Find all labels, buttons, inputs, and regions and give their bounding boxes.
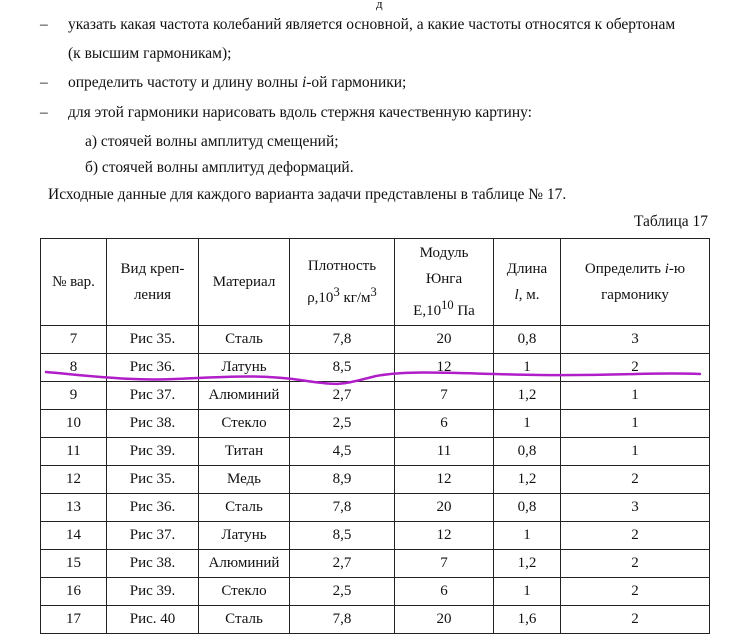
cell-mount: Рис 37. [107,522,199,550]
cell-modulus: 7 [395,550,494,578]
cell-length: 0,8 [494,326,561,354]
table-row [41,550,710,578]
cell-variant: 12 [41,466,107,494]
list-item-text: для этой гармоники нарисовать вдоль стержня качественную картину: [68,104,532,121]
bullet-dash: – [40,16,48,33]
cell-length: 1,2 [494,382,561,410]
data-table [40,238,710,634]
cell-variant: 8 [41,354,107,382]
sub-item-a: а) стоячей волны амплитуд смещений; [85,133,339,150]
cell-modulus: 6 [395,410,494,438]
cell-harmonic: 1 [561,438,710,466]
cell-modulus: 12 [395,466,494,494]
cell-density: 4,5 [290,438,395,466]
table-row [41,466,710,494]
cell-mount: Рис 37. [107,382,199,410]
cell-density: 8,9 [290,466,395,494]
cell-density: 2,5 [290,410,395,438]
bullet-dash: – [40,74,48,91]
cell-harmonic: 1 [561,410,710,438]
cell-harmonic: 1 [561,382,710,410]
cell-mount: Рис 36. [107,494,199,522]
cell-material: Сталь [199,326,290,354]
cell-variant: 14 [41,522,107,550]
cell-density: 7,8 [290,326,395,354]
header-length: Длина l, м. [494,239,561,326]
cell-length: 1,2 [494,550,561,578]
cell-length: 1 [494,522,561,550]
cell-variant: 9 [41,382,107,410]
table-row [41,578,710,606]
cell-harmonic: 3 [561,494,710,522]
cell-modulus: 7 [395,382,494,410]
list-item-text: (к высшим гармоникам); [68,45,232,62]
cell-mount: Рис 39. [107,438,199,466]
cell-variant: 11 [41,438,107,466]
cell-material: Латунь [199,354,290,382]
table-row [41,382,710,410]
cell-material: Стекло [199,578,290,606]
cell-harmonic: 2 [561,466,710,494]
cell-modulus: 12 [395,522,494,550]
cell-density: 8,5 [290,354,395,382]
bullet-dash: – [40,104,48,121]
cell-material: Медь [199,466,290,494]
cell-length: 0,8 [494,494,561,522]
cell-modulus: 20 [395,606,494,634]
cell-mount: Рис 38. [107,550,199,578]
cell-modulus: 20 [395,494,494,522]
header-mount: Вид креп- ления [107,239,199,326]
cell-density: 8,5 [290,522,395,550]
header-modulus: Модуль Юнга $E,10^{10}$ Па [395,239,494,326]
cell-length: 1 [494,410,561,438]
cell-density: 2,7 [290,382,395,410]
cell-variant: 13 [41,494,107,522]
cell-mount: Рис. 40 [107,606,199,634]
cell-variant: 15 [41,550,107,578]
table-row [41,438,710,466]
table-row [41,326,710,354]
cell-harmonic: 2 [561,354,710,382]
table-row [41,606,710,634]
table-header-row [41,239,710,326]
cell-length: 1 [494,578,561,606]
cell-material: Сталь [199,494,290,522]
cell-density: 2,5 [290,578,395,606]
cell-variant: 7 [41,326,107,354]
cell-length: 0,8 [494,438,561,466]
table-row [41,354,710,382]
cell-density: 7,8 [290,494,395,522]
cell-length: 1,2 [494,466,561,494]
cell-material: Титан [199,438,290,466]
header-variant: № вар. [41,239,107,326]
cell-length: 1,6 [494,606,561,634]
cell-mount: Рис 39. [107,578,199,606]
sub-item-b: б) стоячей волны амплитуд деформаций. [85,159,354,176]
cell-variant: 16 [41,578,107,606]
cell-density: 7,8 [290,606,395,634]
header-harmonic: Определить i-ю гармонику [561,239,710,326]
list-item-text: указать какая частота колебаний является основной, а какие частоты относятся к обертонам [68,16,676,33]
cell-material: Алюминий [199,382,290,410]
cell-length: 1 [494,354,561,382]
intro-paragraph: Исходные данные для каждого варианта задачи представлены в таблице № 17. [48,186,567,203]
cell-mount: Рис 36. [107,354,199,382]
cell-material: Сталь [199,606,290,634]
cell-modulus: 6 [395,578,494,606]
cell-modulus: 11 [395,438,494,466]
cell-material: Алюминий [199,550,290,578]
cell-modulus: 12 [395,354,494,382]
cell-harmonic: 2 [561,606,710,634]
cell-harmonic: 2 [561,522,710,550]
cell-mount: Рис 35. [107,326,199,354]
cell-harmonic: 3 [561,326,710,354]
cell-material: Стекло [199,410,290,438]
table-row [41,522,710,550]
table-row [41,494,710,522]
cell-variant: 17 [41,606,107,634]
table-caption: Таблица 17 [633,213,708,230]
cell-mount: Рис 35. [107,466,199,494]
cell-density: 2,7 [290,550,395,578]
header-density: Плотность $\rho,10^3$ $кг/м^3$ [290,239,395,326]
list-item-text: определить частоту и длину волны i-ой гармоники; [68,74,407,91]
cell-material: Латунь [199,522,290,550]
cell-harmonic: 2 [561,578,710,606]
cut-off-text: д [376,0,383,11]
cell-harmonic: 2 [561,550,710,578]
cell-variant: 10 [41,410,107,438]
cell-modulus: 20 [395,326,494,354]
header-material: Материал [199,239,290,326]
table-row [41,410,710,438]
cell-mount: Рис 38. [107,410,199,438]
